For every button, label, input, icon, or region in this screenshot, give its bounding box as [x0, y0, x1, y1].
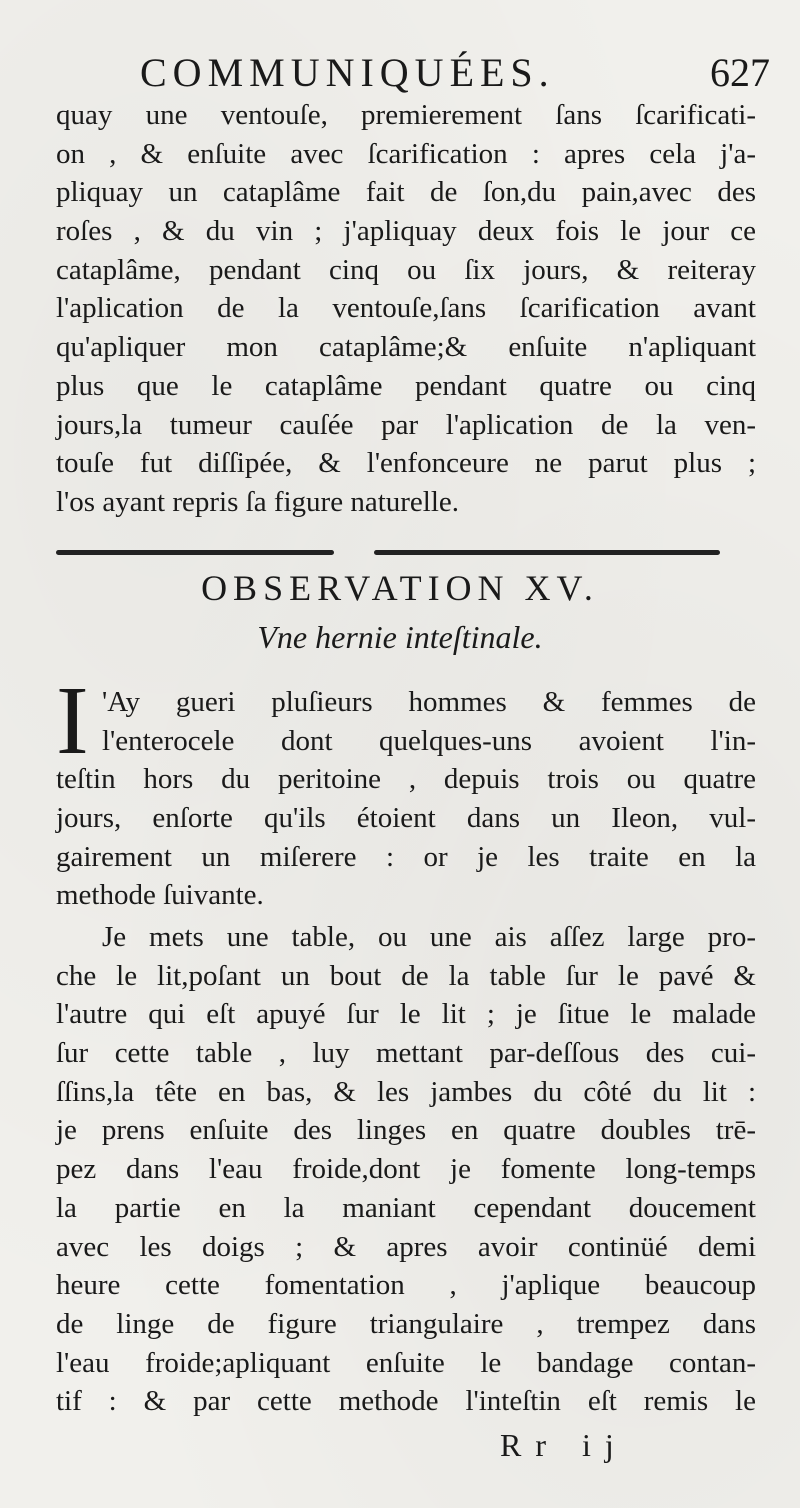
- text-line: l'autre qui eſt apuyé ſur le lit ; je ſitue le malade: [56, 998, 756, 1031]
- divider-segment: [56, 550, 334, 555]
- observation-paragraph-1: [56, 683, 756, 915]
- running-head: [0, 48, 800, 98]
- observation-paragraph-2: [56, 918, 756, 1421]
- text-line: ſſins,la tête en bas, & les jambes du côté du lit :: [56, 1075, 756, 1108]
- text-line: la partie en la maniant cependant doucement: [56, 1191, 756, 1224]
- text-line: touſe fut diſſipée, & l'enfonceure ne parut plus ;: [56, 447, 756, 480]
- text-line: jours,la tumeur cauſée par l'aplication de la ven-: [56, 408, 756, 441]
- drop-cap: I: [56, 667, 89, 775]
- text-line: l'enterocele dont quelques-uns avoient l'in-: [102, 724, 756, 757]
- text-line: 'Ay gueri pluſieurs hommes & femmes de: [102, 686, 756, 718]
- text-line: cataplâme, pendant cinq ou ſix jours, & reiteray: [56, 253, 756, 286]
- text-line: plus que le cataplâme pendant quatre ou cinq: [56, 369, 756, 402]
- text-line: avec les doigs ; & apres avoir continüé demi: [56, 1230, 756, 1263]
- text-line: tif : & par cette methode l'inteſtin eſt remis le: [56, 1385, 756, 1418]
- text-line: roſes , & du vin ; j'apliquay deux fois le jour ce: [56, 215, 756, 248]
- text-line: methode ſuivante.: [56, 879, 264, 912]
- text-line: teſtin hors du peritoine , depuis trois ou quatre: [56, 763, 756, 796]
- section-divider: [56, 548, 720, 558]
- divider-segment: [374, 550, 720, 555]
- text-line: jours, enſorte qu'ils étoient dans un Ileon, vul-: [56, 802, 756, 835]
- running-title: COMMUNIQUÉES.: [140, 50, 555, 95]
- signature-mark: Rr ij: [500, 1427, 628, 1463]
- text-line: quay une ventouſe, premierement ſans ſcarificati-: [56, 99, 756, 131]
- text-line: l'os ayant repris ſa figure naturelle.: [56, 485, 460, 518]
- text-line: l'eau froide;apliquant enſuite le bandage contan-: [56, 1346, 756, 1379]
- text-line: qu'apliquer mon cataplâme;& enſuite n'apliquant: [56, 331, 756, 364]
- text-line: on , & enſuite avec ſcarification : apres cela j'a-: [56, 137, 756, 170]
- text-line: de linge de figure triangulaire , trempez dans: [56, 1307, 756, 1340]
- text-line: che le lit,poſant un bout de la table ſur le pavé &: [56, 959, 756, 992]
- text-line: l'aplication de la ventouſe,ſans ſcarification avant: [56, 292, 756, 325]
- text-line: gairement un miſerere : or je les traite en la: [56, 840, 756, 873]
- text-line: Je mets une table, ou une ais aſſez large pro-: [102, 921, 756, 953]
- observation-title: OBSERVATION XV.: [201, 568, 599, 608]
- text-line: heure cette fomentation , j'aplique beaucoup: [56, 1269, 756, 1302]
- continued-paragraph: [56, 96, 756, 522]
- text-line: ſur cette table , luy mettant par-deſſous des cui-: [56, 1037, 756, 1070]
- observation-subtitle: Vne hernie inteſtinale.: [257, 619, 543, 655]
- text-line: je prens enſuite des linges en quatre doubles trē-: [56, 1114, 756, 1147]
- page-number: 627: [710, 50, 770, 95]
- text-line: pliquay un cataplâme fait de ſon,du pain,avec des: [56, 176, 756, 209]
- text-line: pez dans l'eau froide,dont je fomente long-temps: [56, 1153, 756, 1186]
